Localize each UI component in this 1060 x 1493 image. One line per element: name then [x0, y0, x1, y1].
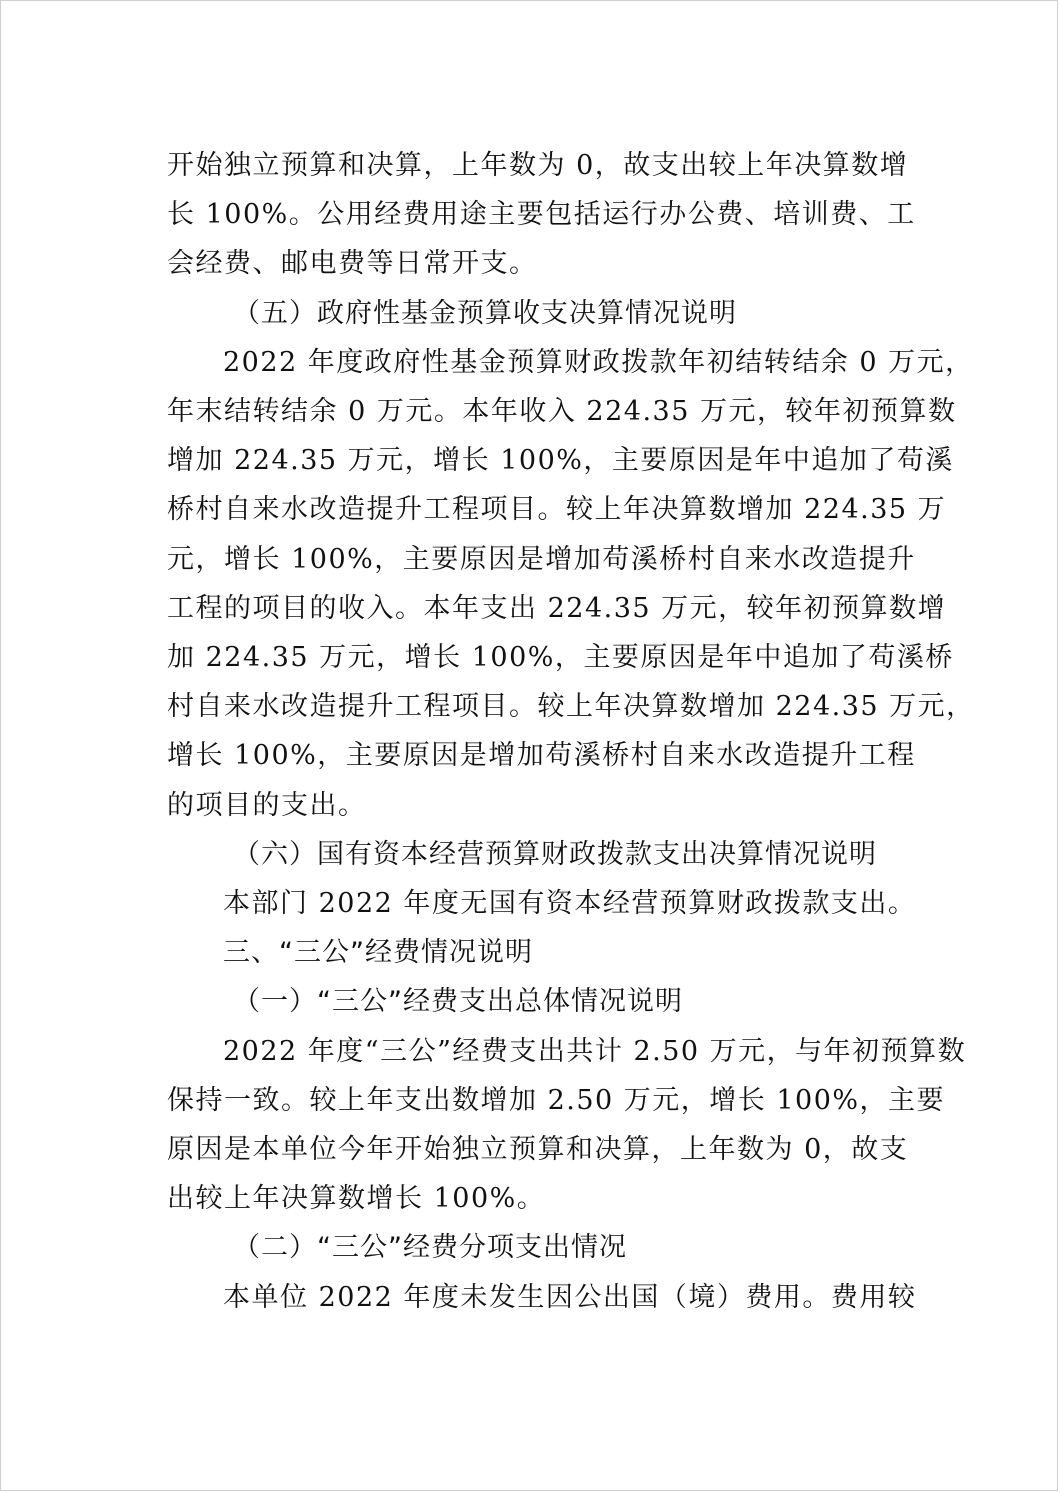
paragraph-line: 桥村自来水改造提升工程项目。较上年决算数增加 224.35 万 — [167, 494, 947, 526]
paragraph-line: 会经费、邮电费等日常开支。 — [167, 248, 538, 280]
chapter-heading: 三、“三公”经费情况说明 — [223, 937, 533, 969]
paragraph-line: 增加 224.35 万元，增长 100%，主要原因是年中追加了苟溪 — [167, 445, 954, 477]
paragraph-line: 原因是本单位今年开始独立预算和决算，上年数为 0，故支 — [167, 1134, 909, 1166]
paragraph-line: 加 224.35 万元，增长 100%，主要原因是年中追加了苟溪桥 — [167, 642, 954, 674]
section-heading: （二）“三公”经费分项支出情况 — [233, 1232, 627, 1264]
paragraph-line: 出较上年决算数增长 100%。 — [167, 1183, 546, 1215]
paragraph-line: 保持一致。较上年支出数增加 2.50 万元，增长 100%，主要 — [167, 1084, 946, 1116]
paragraph-line: 长 100%。公用经费用途主要包括运行办公费、培训费、工 — [167, 199, 916, 231]
document-body — [167, 141, 975, 1322]
paragraph-line: 村自来水改造提升工程项目。较上年决算数增加 224.35 万元， — [167, 691, 975, 723]
section-heading: （六）国有资本经营预算财政拨款支出决算情况说明 — [233, 838, 877, 870]
section-heading: （五）政府性基金预算收支决算情况说明 — [233, 297, 737, 329]
paragraph-line: 工程的项目的收入。本年支出 224.35 万元，较年初预算数增 — [167, 592, 947, 624]
paragraph-line: 开始独立预算和决算，上年数为 0，故支出较上年决算数增 — [167, 150, 909, 181]
paragraph-line: 的项目的支出。 — [167, 789, 367, 821]
section-heading: （一）“三公”经费支出总体情况说明 — [233, 986, 683, 1018]
paragraph-line: 元，增长 100%，主要原因是增加苟溪桥村自来水改造提升 — [167, 543, 916, 575]
paragraph-line: 本部门 2022 年度无国有资本经营预算财政拨款支出。 — [223, 888, 917, 920]
paragraph-line: 2022 年度政府性基金预算财政拨款年初结转结余 0 万元， — [223, 346, 974, 378]
paragraph-line: 年末结转结余 0 万元。本年收入 224.35 万元，较年初预算数 — [167, 396, 957, 428]
paragraph-line: 2022 年度“三公”经费支出共计 2.50 万元，与年初预算数 — [223, 1035, 967, 1067]
paragraph-line: 本单位 2022 年度未发生因公出国（境）费用。费用较 — [223, 1281, 917, 1313]
paragraph-line: 增长 100%，主要原因是增加苟溪桥村自来水改造提升工程 — [167, 740, 916, 772]
